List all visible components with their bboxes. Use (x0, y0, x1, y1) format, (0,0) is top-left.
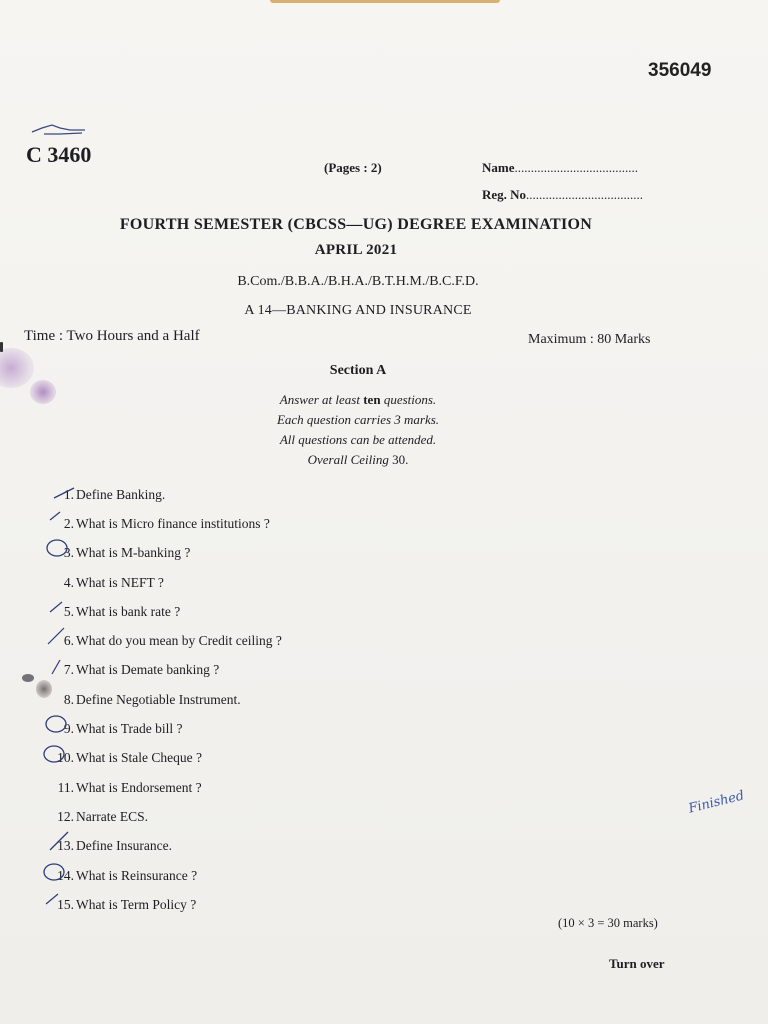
section-title: Section A (329, 363, 387, 378)
question-text: What is Endorsement ? (76, 779, 202, 795)
question-number: 14. (57, 867, 74, 883)
question-number: 4. (63, 574, 74, 590)
subject-title: A 14—BANKING AND INSURANCE (244, 303, 472, 318)
instruction-emphasis: ten (363, 392, 381, 407)
question-number: 15. (57, 896, 74, 912)
question-number: 5. (63, 603, 74, 619)
question-text: What is Reinsurance ? (76, 867, 198, 883)
reg-no-field[interactable] (482, 187, 643, 203)
pen-annotation-icon (40, 478, 100, 918)
handwritten-note: Finished (687, 788, 746, 817)
reg-label: Reg. No (482, 187, 527, 202)
ink-smudge (22, 674, 34, 682)
exam-date: APRIL 2021 (314, 242, 398, 258)
instruction-line (0, 392, 716, 408)
serial-number: 356049 (648, 60, 712, 81)
question-text: What is Micro finance institutions ? (76, 515, 270, 531)
top-edge-strip (270, 0, 500, 3)
question-text: What is NEFT ? (76, 574, 164, 590)
question-text: What is Term Policy ? (76, 896, 197, 912)
question-number: 10. (57, 750, 74, 766)
question-text: What is bank rate ? (76, 603, 181, 619)
time-allowed: Time : Two Hours and a Half (24, 328, 200, 344)
question-text: What do you mean by Credit ceiling ? (76, 633, 282, 649)
maximum-marks: Maximum : 80 Marks (528, 332, 651, 347)
page-count: (Pages : 2) (324, 160, 382, 175)
name-label: Name (482, 160, 515, 175)
instruction-number: 30. (392, 452, 409, 467)
pen-scribble-icon (30, 122, 90, 138)
question-text: What is Trade bill ? (76, 721, 183, 737)
programs: B.Com./B.B.A./B.H.A./B.T.H.M./B.C.F.D. (237, 274, 479, 289)
question-number: 6. (63, 633, 74, 649)
name-dots: ...................................... (514, 160, 638, 175)
marks-summary: (10 × 3 = 30 marks) (558, 916, 658, 930)
question-number: 11. (57, 779, 74, 795)
question-number: 9. (63, 721, 74, 737)
instruction-line (0, 452, 716, 468)
question-text: Define Banking. (76, 486, 166, 502)
question-text: Narrate ECS. (76, 808, 148, 824)
turn-over-note: Turn over (609, 956, 665, 971)
question-text: What is Demate banking ? (76, 662, 220, 678)
question-number: 7. (63, 662, 74, 678)
question-text: Define Insurance. (76, 838, 172, 854)
question-text: Define Negotiable Instrument. (76, 691, 241, 707)
instruction-line: All questions can be attended. (279, 432, 437, 447)
exam-title: FOURTH SEMESTER (CBCSS—UG) DEGREE EXAMINATION (119, 216, 593, 233)
edge-mark (0, 342, 3, 352)
instruction-text: Answer at least (279, 392, 364, 407)
question-number: 8. (63, 691, 74, 707)
instruction-line: Each question carries 3 marks. (276, 412, 440, 427)
reg-dots: .................................... (526, 187, 644, 202)
instruction-text: questions. (380, 392, 437, 407)
instruction-text: Overall Ceiling (307, 452, 393, 467)
paper-code: C 3460 (26, 142, 92, 167)
question-text: What is M-banking ? (76, 545, 191, 561)
question-number: 3. (63, 545, 74, 561)
question-text: What is Stale Cheque ? (76, 750, 202, 766)
name-field[interactable] (482, 160, 638, 176)
question-number: 13. (57, 838, 74, 854)
question-number: 2. (63, 515, 74, 531)
question-number: 1. (63, 486, 74, 502)
question-number: 12. (57, 808, 74, 824)
